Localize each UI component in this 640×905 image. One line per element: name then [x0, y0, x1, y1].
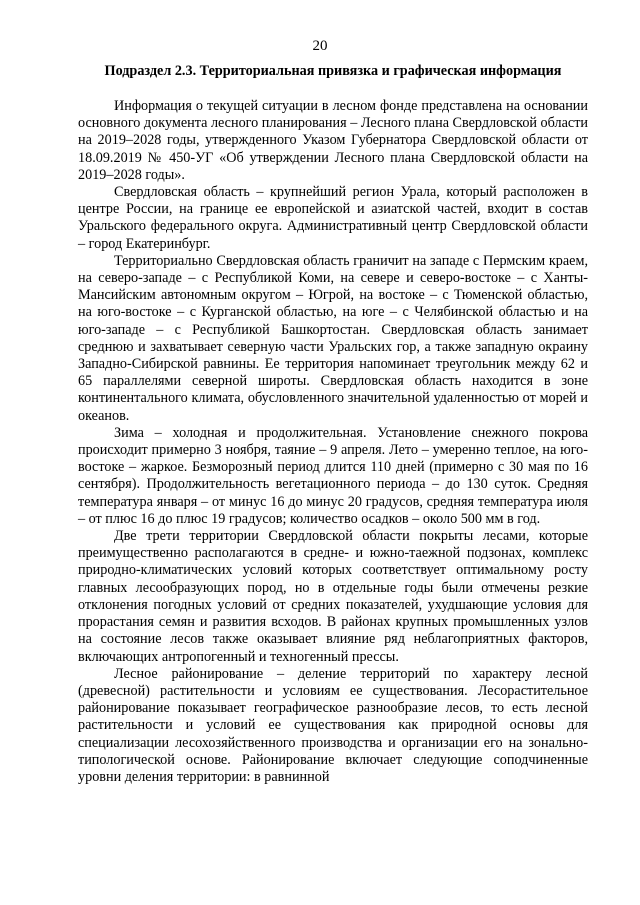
page-number: 20 — [312, 38, 328, 54]
document-body — [78, 98, 588, 786]
section-heading: Подраздел 2.3. Территориальная привязка и графическая информация — [104, 63, 562, 79]
paragraph-borders-geography: Территориально Свердловская область граничит на западе с Пермским краем, на северо-западе – с Республикой Коми, на севере и северо-востоке – с Ханты-Мансийским автономным округом – Югрой, на востоке – с Тюменской областью, на юго-востоке – с Курганской областью, на юге – с Челябинской областью и на юго-западе – с Республикой Башкортостан. Свердловская область занимает среднюю и захватывает северную части Уральских гор, а также западную окраину Западно-Сибирской равнины. Ее территория напоминает треугольник между 62 и 65 параллелями северной широты. Свердловская область находится в зоне континентального климата, обусловленного значительной удаленностью от морей и океанов. — [78, 252, 588, 424]
paragraph-forest-zoning: Лесное районирование – деление территорий по характеру лесной (древесной) растительности и условиям ее существования. Лесорастительное районирование показывает географическое разнообразие лесов, то есть лесной растительности и условий ее существования как природной основы для специализации лесохозяйственного производства и организации его на зонально-типологической основе. Районирование включает следующие соподчиненные уровни деления территории: в равнинной — [78, 665, 588, 785]
paragraph-region-overview: Свердловская область – крупнейший регион Урала, который расположен в центре России, на границе ее европейской и азиатской частей, входит в состав Уральского федерального округа. Административный центр Свердловской области – город Екатеринбург. — [78, 184, 588, 252]
paragraph-climate: Зима – холодная и продолжительная. Установление снежного покрова происходит примерно 3 ноября, таяние – 9 апреля. Лето – умеренно теплое, на юго-востоке – жаркое. Безморозный период длится 110 дней (примерно с 30 мая по 16 сентября). Продолжительность вегетационного периода – до 130 суток. Средняя температура января – от минус 16 до минус 20 градусов, средняя температура июля – от плюс 16 до плюс 19 градусов; количество осадков – около 500 мм в год. — [78, 424, 588, 527]
paragraph-forest-cover: Две трети территории Свердловской области покрыты лесами, которые преимущественно располагаются в средне- и южно-таежной подзонах, комплекс природно-климатических условий которых соответствует оптимальному росту главных лесообразующих пород, но в отдельные годы были отмечены резкие отклонения погодных условий от средних показателей, ухудшающие условия для прорастания семян и развития всходов. В районах крупных промышленных узлов на состояние лесов также оказывает влияние ряд неблагоприятных факторов, включающих антропогенный и техногенный прессы. — [78, 528, 588, 665]
paragraph-forest-plan: Информация о текущей ситуации в лесном фонде представлена на основании основного документа лесного планирования – Лесного плана Свердловской области на 2019–2028 годы, утвержденного Указом Губернатора Свердловской области от 18.09.2019 № 450-УГ «Об утверждении Лесного плана Свердловской области на 2019–2028 годы». — [78, 98, 588, 183]
